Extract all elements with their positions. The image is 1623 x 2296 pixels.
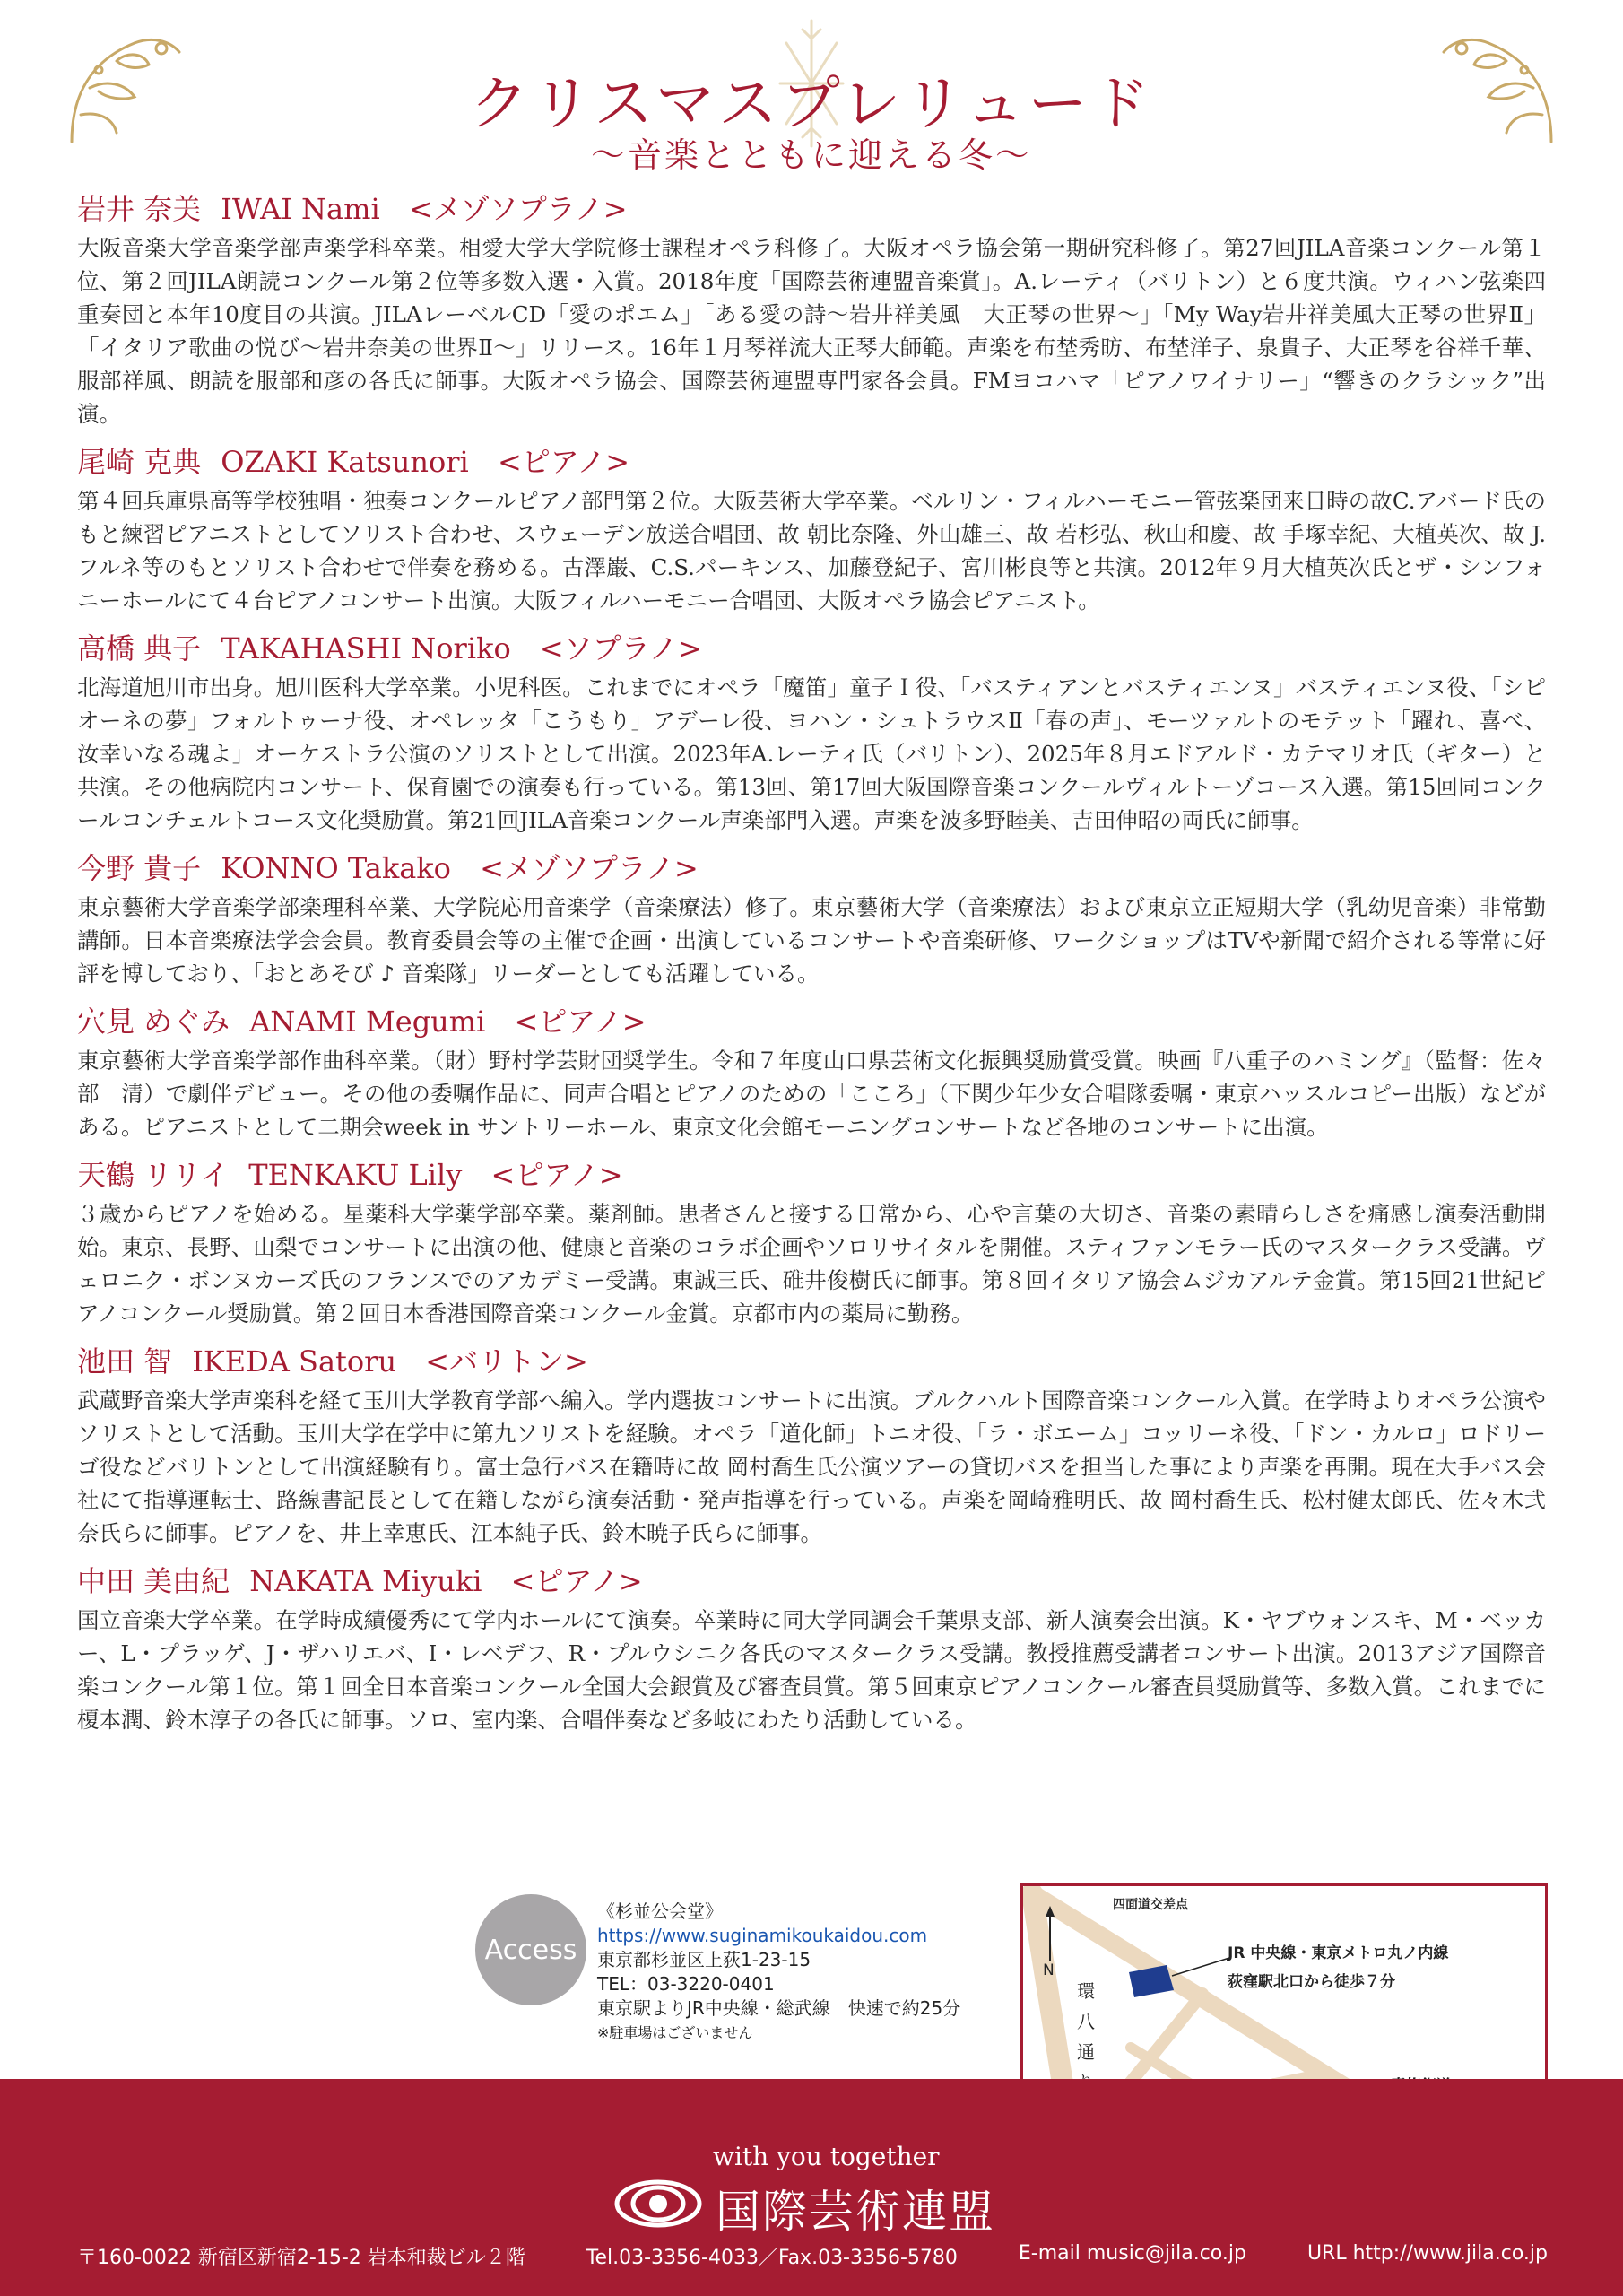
performer-bio: 第４回兵庫県高等学校独唱・独奏コンクールピアノ部門第２位。大阪芸術大学卒業。ベルリン・フィルハーモニー管弦楽団来日時の故C.アバード氏のもと練習ピアニストとしてソリスト合わせ、スウェーデン放送合唱団、故 朝比奈隆、外山雄三、故 若杉弘、秋山和慶、故 手塚幸紀、大植英次、故 J.フルネ等のもとソリスト合わせで伴奏を務める。古澤巌、C.S.パーキンス、加藤登紀子、宮川彬良等と共演。2012年９月大植英次氏とザ・シンフォニーホールにて４台ピアノコンサート出演。大阪フィルハーモニー合唱団、大阪オペラ協会ピアニスト。 xyxy=(77,488,1546,613)
venue-marker-icon xyxy=(1129,1965,1174,1997)
performer-role: <ピアノ> xyxy=(514,1004,647,1039)
performer-entry xyxy=(77,441,1546,617)
performer-en-name: IWAI Nami xyxy=(221,192,380,226)
performer-bio: 北海道旭川市出身。旭川医科大学卒業。小児科医。これまでにオペラ「魔笛」童子Ｉ役、「バスティアンとバスティエンヌ」バスティエンヌ役、「シピオーネの夢」フォルトゥーナ役、オペレッタ「こうもり」アデーレ役、ヨハン・シュトラウスⅡ「春の声」、モーツァルトのモテット「躍れ、喜べ、汝幸いなる魂よ」オーケストラ公演のソリストとして出演。2023年A.レーティ氏（バリトン）、2025年８月エドアルド・カテマリオ氏（ギター）と共演。その他病院内コンサート、保育園での演奏も行っている。第13回、第17回大阪国際音楽コンクールヴィルトーゾコース入選。第15回同コンクールコンチェルトコース文化奨励賞。第21回JILA音楽コンクール声楽部門入選。声楽を波多野睦美、吉田伸昭の両氏に師事。 xyxy=(77,674,1546,833)
performer-entry xyxy=(77,1561,1546,1736)
performer-heading xyxy=(77,628,1546,669)
performer-heading xyxy=(77,1154,1546,1196)
performer-entry xyxy=(77,1341,1546,1550)
map-line-label: JR 中央線・東京メトロ丸ノ内線 xyxy=(1228,1944,1449,1962)
map-crossing: 四面道交差点 xyxy=(1113,1898,1188,1912)
performer-jp-name: 池田 智 xyxy=(77,1344,173,1378)
performer-en-name: TAKAHASHI Noriko xyxy=(221,631,511,665)
footer-tagline: with you together xyxy=(713,2142,940,2171)
performer-list xyxy=(77,188,1546,1747)
performer-en-name: OZAKI Katsunori xyxy=(221,445,469,479)
map-north: N xyxy=(1043,1961,1055,1979)
performer-jp-name: 今野 貴子 xyxy=(77,851,202,885)
performer-role: <ソプラノ> xyxy=(539,631,702,665)
footer-contact xyxy=(77,2242,1548,2270)
footer-org-name: 国際芸術連盟 xyxy=(716,2186,995,2238)
performer-heading xyxy=(77,188,1546,230)
performer-en-name: ANAMI Megumi xyxy=(249,1004,486,1039)
performer-jp-name: 高橋 典子 xyxy=(77,631,202,665)
performer-bio: 東京藝術大学音楽学部作曲科卒業。（財）野村学芸財団奨学生。令和７年度山口県芸術文化振興奨励賞受賞。映画『八重子のハミング』（監督：佐々部 清）で劇伴デビュー。その他の委嘱作品に、同声合唱とピアノのための「こころ」（下関少年少女合唱隊委嘱・東京ハッスルコピー出版）などがある。ピアニストとして二期会week in サントリーホール、東京文化会館モーニングコンサートなど各地のコンサートに出演。 xyxy=(77,1048,1546,1140)
performer-jp-name: 中田 美由紀 xyxy=(77,1564,230,1598)
access-info xyxy=(597,1900,1019,2045)
footer-telfax: Tel.03-3356-4033／Fax.03-3356-5780 xyxy=(586,2247,958,2269)
performer-role: <メゾソプラノ> xyxy=(480,851,699,885)
performer-bio: 東京藝術大学音楽学部楽理科卒業、大学院応用音楽学（音楽療法）修了。東京藝術大学（音楽療法）および東京立正短期大学（乳幼児音楽）非常勤講師。日本音楽療法学会会員。教育委員会等の主催で企画・出演しているコンサートや音楽研修、ワークショップはTVや新聞で紹介される等常に好評を博しており、「おとあそび ♪ 音楽隊」リーダーとしても活躍している。 xyxy=(77,894,1546,987)
performer-bio: 大阪音楽大学音楽学部声楽学科卒業。相愛大学大学院修士課程オペラ科修了。大阪オペラ協会第一期研究科修了。第27回JILA音楽コンクール第１位、第２回JILA朗読コンクール第２位等多数入選・入賞。2018年度「国際芸術連盟音楽賞」。A.レーティ（バリトン）と６度共演。ウィハン弦楽四重奏団と本年10度目の共演。JILAレーベルCD「愛のポエム」「ある愛の詩〜岩井祥美風 大正琴の世界〜」「My Way岩井祥美風大正琴の世界Ⅱ」「イタリア歌曲の悦び〜岩井奈美の世界Ⅱ〜」リリース。16年１月琴祥流大正琴大師範。声楽を布埜秀昉、布埜洋子、泉貴子、大正琴を谷祥千華、服部祥風、朗読を服部和彦の各氏に師事。大阪オペラ協会、国際芸術連盟専門家各会員。FMヨコハマ「ピアノワイナリー」“響きのクラシック”出演。 xyxy=(77,235,1546,427)
venue-tel: TEL：03-3220-0401 xyxy=(597,1973,775,1995)
performer-role: <バリトン> xyxy=(425,1344,588,1378)
performer-entry xyxy=(77,1001,1546,1144)
jila-logo-icon xyxy=(613,2178,703,2230)
venue-url-link[interactable]: https://www.suginamikoukaidou.com xyxy=(597,1925,928,1946)
performer-entry xyxy=(77,188,1546,430)
footer-url-link[interactable]: URL http://www.jila.co.jp xyxy=(1306,2242,1548,2265)
performer-role: <ピアノ> xyxy=(490,1158,623,1192)
performer-bio: 武蔵野音楽大学声楽科を経て玉川大学教育学部へ編入。学内選抜コンサートに出演。ブルクハルト国際音楽コンクール入賞。在学時よりオペラ公演やソリストとして活動。玉川大学在学中に第九ソリストを経験。オペラ「道化師」トニオ役、「ラ・ボエーム」コッリーネ役、「ドン・カルロ」ロドリーゴ役などバリトンとして出演経験有り。富士急行バス在籍時に故 岡村喬生氏公演ツアーの貸切バスを担当した事により声楽を再開。現在大手バス会社にて指導運転士、路線書記長として在籍しながら演奏活動・発声指導を行っている。声楽を岡崎雅明氏、故 岡村喬生氏、松村健太郎氏、佐々木弐奈氏らに師事。ピアノを、井上幸恵氏、江本純子氏、鈴木暁子氏らに師事。 xyxy=(77,1387,1546,1546)
performer-jp-name: 穴見 めぐみ xyxy=(77,1004,230,1039)
performer-entry xyxy=(77,848,1546,990)
performer-en-name: IKEDA Satoru xyxy=(192,1344,397,1378)
map-walk-label: 荻窪駅北口から徒歩７分 xyxy=(1228,1973,1395,1991)
access-badge: Access xyxy=(475,1894,586,2005)
footer-email-link[interactable]: E-mail music@jila.co.jp xyxy=(1018,2242,1246,2265)
performer-entry xyxy=(77,628,1546,837)
performer-jp-name: 天鶴 リリイ xyxy=(77,1158,230,1192)
performer-role: <メゾソプラノ> xyxy=(408,192,628,226)
venue-name: 《杉並公会堂》 xyxy=(597,1900,723,1922)
performer-bio: ３歳からピアノを始める。星薬科大学薬学部卒業。薬剤師。患者さんと接する日常から、心や言葉の大切さ、音楽の素晴らしさを痛感し演奏活動開始。東京、長野、山梨でコンサートに出演の他、健康と音楽のコラボ企画やソロリサイタルを開催。スティファンモラー氏のマスタークラス受講。ヴェロニク・ボンヌカーズ氏のフランスでのアカデミー受講。東誠三氏、碓井俊樹氏に師事。第８回イタリア協会ムジカアルテ金賞。第15回21世紀ピアノコンクール奨励賞。第２回日本香港国際音楽コンクール金賞。京都市内の薬局に勤務。 xyxy=(77,1201,1546,1326)
performer-heading xyxy=(77,1001,1546,1042)
footer-address: 〒160-0022 新宿区新宿2-15-2 岩本和裁ビル２階 xyxy=(77,2247,525,2269)
performer-heading xyxy=(77,441,1546,483)
performer-en-name: KONNO Takako xyxy=(221,851,451,885)
performer-role: <ピアノ> xyxy=(510,1564,643,1598)
performer-en-name: TENKAKU Lily xyxy=(248,1158,463,1192)
performer-role: <ピアノ> xyxy=(497,445,630,479)
performer-heading xyxy=(77,848,1546,889)
performer-jp-name: 尾崎 克典 xyxy=(77,445,202,479)
parking-note: ※駐車場はございません xyxy=(597,2024,753,2041)
page-title: クリスマスプレリュード xyxy=(469,69,1154,138)
page-subtitle: 〜音楽とともに迎える冬〜 xyxy=(590,135,1032,175)
performer-heading xyxy=(77,1341,1546,1382)
venue-route: 東京駅よりJR中央線・総武線 快速で約25分 xyxy=(597,1997,961,2019)
venue-address: 東京都杉並区上荻1-23-15 xyxy=(597,1949,812,1970)
performer-bio: 国立音楽大学卒業。在学時成績優秀にて学内ホールにて演奏。卒業時に同大学同調会千葉県支部、新人演奏会出演。K・ヤブウォンスキ、M・ベッカー、L・プラッゲ、J・ザハリエバ、I・レベデフ、R・プルウシニク各氏のマスタークラス受講。教授推薦受講者コンサート出演。2013アジア国際音楽コンクール第１位。第１回全日本音楽コンクール全国大会銀賞及び審査員賞。第５回東京ピアノコンクール審査員奨励賞等、多数入賞。これまでに榎本潤、鈴木淳子の各氏に師事。ソロ、室内楽、合唱伴奏など多岐にわたり活動している。 xyxy=(77,1607,1546,1733)
performer-jp-name: 岩井 奈美 xyxy=(77,192,202,226)
performer-entry xyxy=(77,1154,1546,1330)
performer-heading xyxy=(77,1561,1546,1602)
map-road-kanpachi: 環 八 通 xyxy=(1077,1980,1095,2063)
performer-en-name: NAKATA Miyuki xyxy=(249,1564,482,1598)
